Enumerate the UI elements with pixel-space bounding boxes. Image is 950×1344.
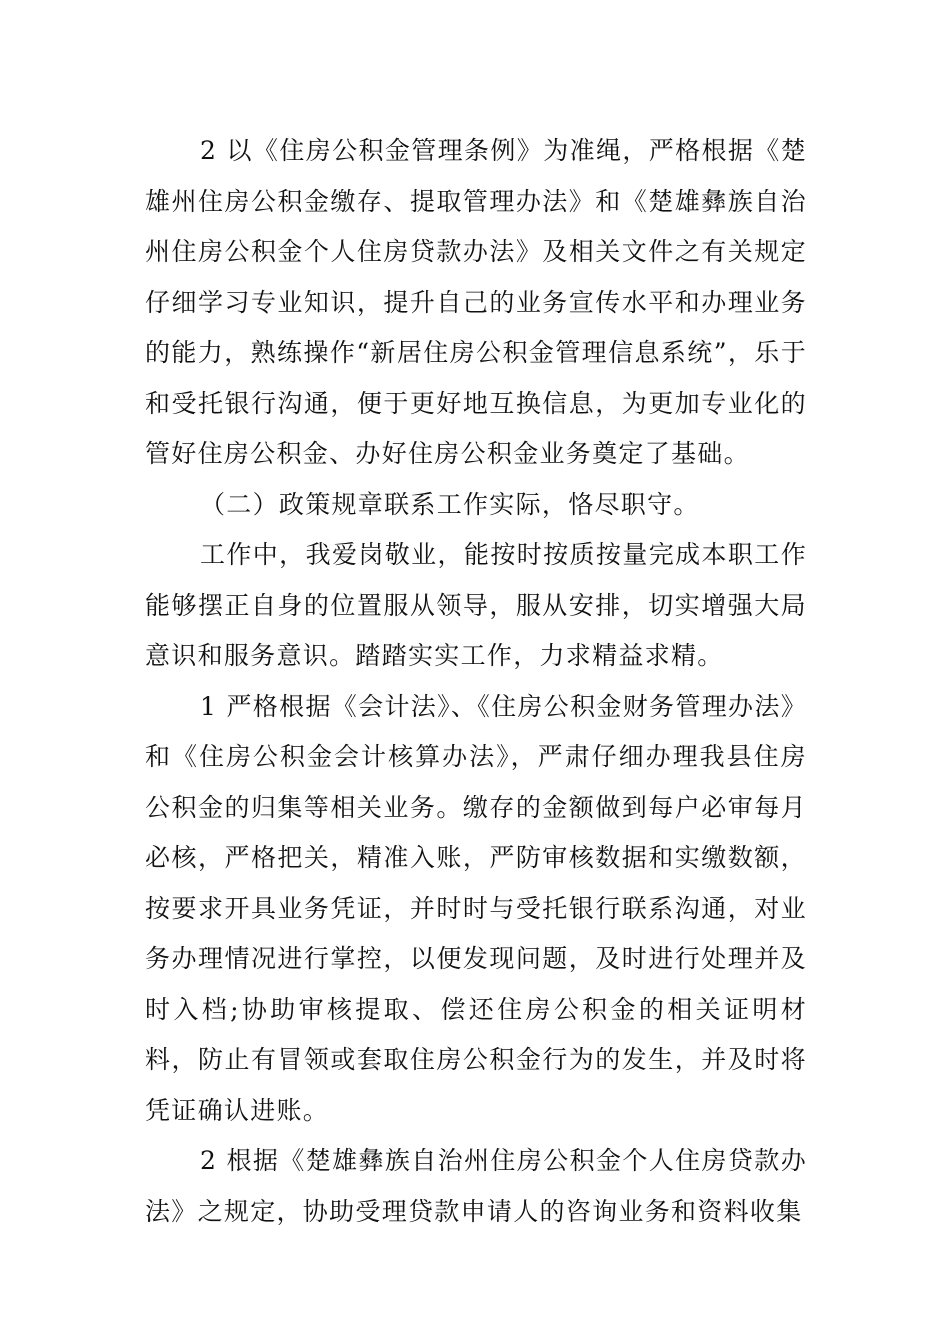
document-body — [145, 126, 807, 1237]
paragraph-4: 1 严格根据《会计法》、《住房公积金财务管理办法》和《住房公积金会计核算办法》，严肃仔细办理我县住房公积金的归集等相关业务。缴存的金额做到每户必审每月必核，严格把关，精准入账，严防审核数据和实缴数额，按要求开具业务凭证，并时时与受托银行联系沟通，对业务办理情况进行掌控，以便发现问题，及时进行处理并及时入档;协助审核提取、偿还住房公积金的相关证明材料，防止有冒领或套取住房公积金行为的发生，并及时将凭证确认进账。 — [145, 691, 807, 1125]
paragraph-2-heading: （二）政策规章联系工作实际，恪尽职守。 — [200, 489, 700, 519]
paragraph-1: 2 以《住房公积金管理条例》为准绳，严格根据《楚雄州住房公积金缴存、提取管理办法》和《楚雄彝族自治州住房公积金个人住房贷款办法》及相关文件之有关规定仔细学习专业知识，提升自己的业务宣传水平和办理业务的能力，熟练操作“新居住房公积金管理信息系统”，乐于和受托银行沟通，便于更好地互换信息，为更加专业化的管好住房公积金、办好住房公积金业务奠定了基础。 — [145, 136, 807, 468]
paragraph-3: 工作中，我爱岗敬业，能按时按质按量完成本职工作能够摆正自身的位置服从领导，服从安排，切实增强大局意识和服务意识。踏踏实实工作，力求精益求精。 — [145, 540, 807, 670]
paragraph-5: 2 根据《楚雄彝族自治州住房公积金个人住房贷款办法》之规定，协助受理贷款申请人的咨询业务和资料收集 — [145, 1146, 807, 1226]
